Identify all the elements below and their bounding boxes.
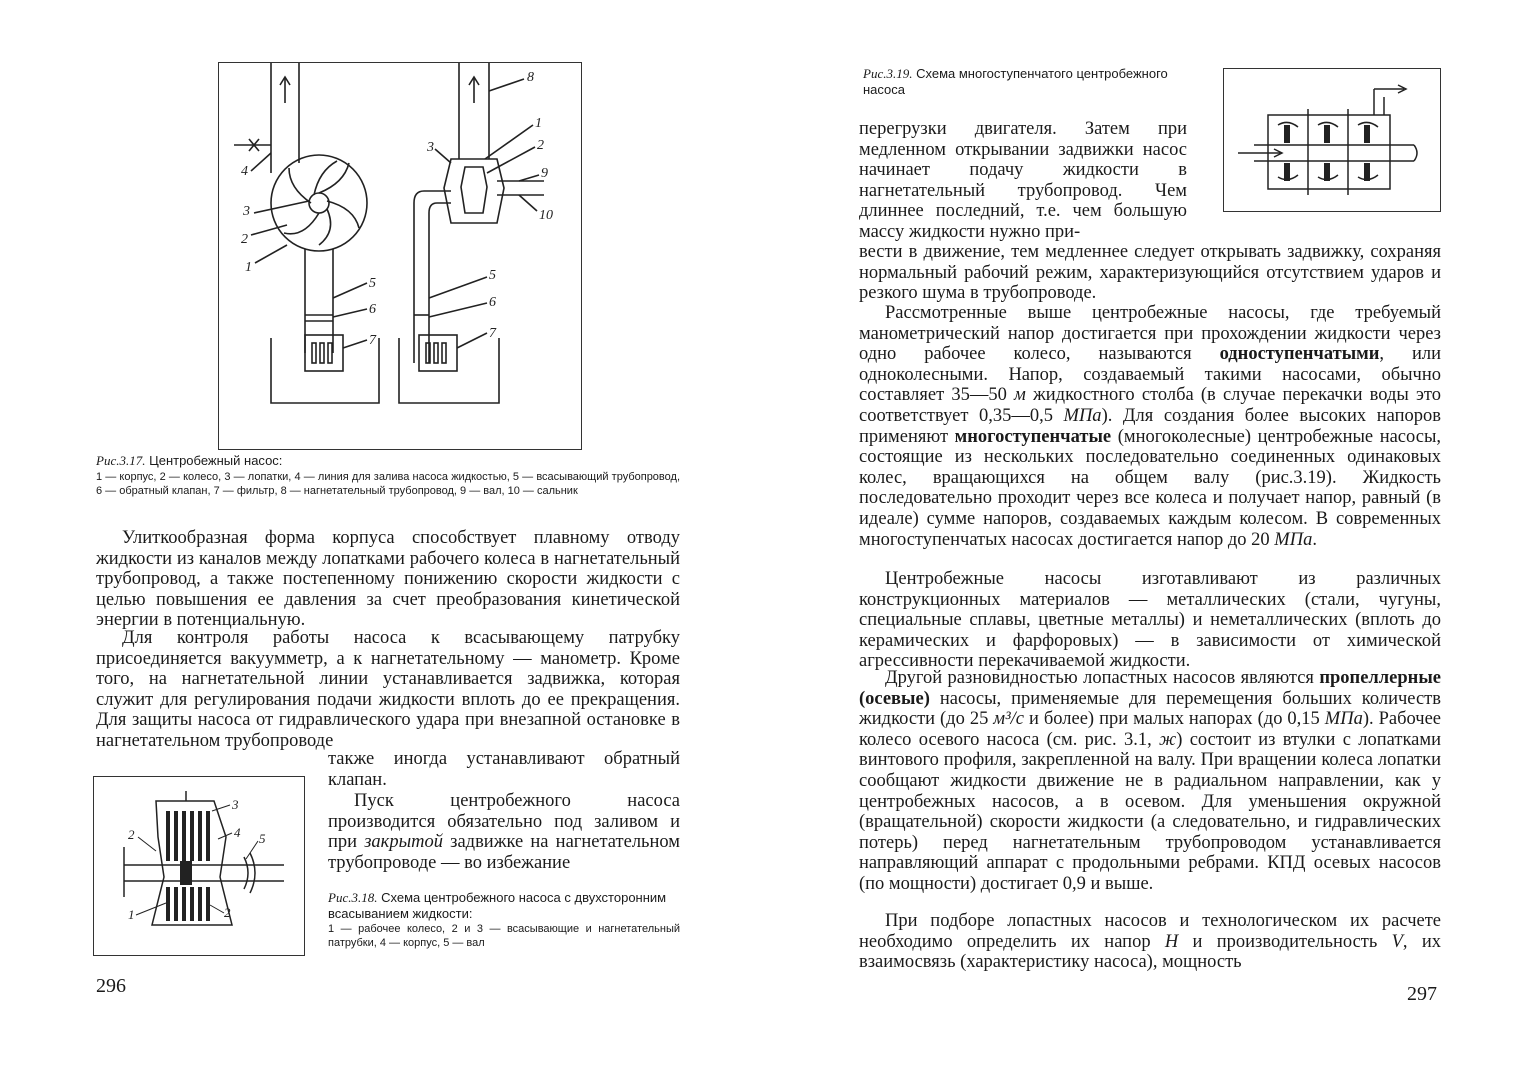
fig318-label-2b: 2 [224, 905, 231, 920]
right-paragraph-4-e: ) состоит из втулки с лопатками винтового профиля, закрепленной на валу. При вращении колеса лопатки сообщают жидкости движение не в радиальном направлении, как у центробежных насосов, а в осевом. Для уменьшения окружной (вращательной) скорости жидкости (а следовательно, и гидравлических потерь) перед нагнетательным трубопроводом устанавливается направляющий аппарат с продольными ребрами. КПД осевых насосов (по мощности) достигает 0,9 и выше. [859, 729, 1441, 894]
fig317-label-2b: 2 [537, 138, 544, 153]
figure-3-19-caption [863, 66, 1183, 98]
fig317-label-3a: 3 [243, 204, 250, 219]
right-paragraph-4-c: и более) при малых напорах (до 0,15 [1024, 709, 1325, 730]
figure-3-17-title: Центробежный насос: [149, 453, 283, 468]
left-paragraph-1: Улиткообразная форма корпуса способствует плавному отводу жидкости из каналов между лопатками рабочего колеса в нагнетательный трубопровод, а также постепенному понижению скорости жидкости с целью повышения ее давления за счет преобразования кинетической энергии в потенциальную. [96, 528, 680, 631]
figure-3-18 [93, 776, 305, 956]
fig317-label-7a: 7 [369, 333, 376, 348]
fig317-label-6b: 6 [489, 295, 496, 310]
fig317-label-1b: 1 [535, 116, 542, 131]
figure-3-18-legend: 1 — рабочее колесо, 2 и 3 — всасывающие и нагнетательный патрубки, 4 — корпус, 5 — вал [328, 923, 680, 949]
right-paragraph-2-bold-multi-stage: многоступенчатые [954, 426, 1112, 447]
figure-3-18-title: Схема центробежного насоса с двухсторонним всасыванием жидкости: [328, 890, 667, 921]
right-paragraph-1-tail: вести в движение, тем медленнее следует открывать задвижку, сохраняя нормальный рабочий режим, характеризующийся отсутствием ударов и резкого шума в трубопроводе. [859, 242, 1441, 304]
right-paragraph-2-e: (многоколесные) центробежные насосы, состоящие из нескольких последовательно соединенных одинаковых колес, вращающихся на общем валу (рис.3.19). Жидкость последовательно проходит через все колеса и получает напор, равный (в идеале) сумме напоров, создаваемых каждым колесом. В современных многоступенчатых насосах достигается напор до 20 [859, 426, 1441, 550]
right-paragraph-2-c: жидкостного столба (в случае перекачки воды это соответствует 0,35—0,5 [859, 385, 1441, 426]
right-paragraph-4-unit-flow: м³/с [993, 709, 1025, 730]
figure-3-18-number: Рис.3.18. [328, 890, 378, 905]
fig317-label-3b: 3 [427, 140, 434, 155]
fig318-label-4: 4 [234, 825, 241, 840]
fig317-label-5a: 5 [369, 276, 376, 291]
right-paragraph-4-b: насосы, применяемые для перемещения больших количеств жидкости (до 25 [859, 688, 1441, 730]
fig318-label-3: 3 [232, 797, 239, 812]
right-paragraph-4-unit-mpa: МПа [1324, 709, 1363, 730]
figure-3-18-drawing [94, 777, 304, 955]
right-paragraph-4-bold: пропеллерные (осевые) [859, 668, 1441, 709]
fig317-label-4a: 4 [241, 164, 248, 179]
right-paragraph-4-d: ). Рабочее колесо осевого насоса (см. рис. 3.1, [859, 709, 1441, 750]
left-paragraph-3-a: Пуск центробежного насоса производится обязательно под заливом и при [328, 791, 680, 853]
right-paragraph-4 [859, 668, 1441, 895]
right-paragraph-3: Центробежные насосы изготавливают из различных конструкционных материалов — металлических (стали, чугуны, специальные сплавы, цветные металлы) и неметаллических (вплоть до керамических и фарфоровых) — в зависимости от химической агрессивности перекачиваемой жидкости. [859, 569, 1441, 672]
figure-3-17-number: Рис.3.17. [96, 453, 146, 468]
page-number-left: 296 [96, 975, 126, 997]
right-paragraph-5-b: и производительность [1178, 931, 1392, 952]
fig318-label-5: 5 [259, 831, 266, 846]
right-paragraph-5-H: H [1164, 931, 1179, 952]
left-paragraph-2-tail: также иногда устанавливают обратный клапан. [328, 749, 680, 790]
right-paragraph-2 [859, 303, 1441, 550]
left-paragraph-3 [328, 791, 680, 873]
right-paragraph-2-unit-m: м [1014, 385, 1026, 406]
right-paragraph-2-b: , или одноколесными. Напор, создаваемый такими насосами, обычно составляет 35—50 [859, 344, 1441, 406]
right-page [767, 0, 1534, 1080]
fig318-label-2a: 2 [128, 827, 135, 842]
fig317-label-1a: 1 [245, 260, 252, 275]
right-paragraph-2-a: Рассмотренные выше центробежные насосы, где требуемый манометрический напор достигается при прохождении жидкости через одно рабочее колесо, называются [859, 303, 1441, 365]
right-paragraph-5 [859, 911, 1441, 973]
left-paragraph-3-italic: закрытой [364, 832, 443, 853]
fig317-label-9: 9 [541, 166, 548, 181]
right-paragraph-2-bold-single-stage: одноступенчатыми [1219, 344, 1380, 365]
fig317-label-2a: 2 [241, 232, 248, 247]
right-paragraph-4-a: Другой разновидностью лопастных насосов являются [885, 668, 1320, 688]
fig317-label-6a: 6 [369, 302, 376, 317]
figure-3-19 [1223, 68, 1441, 212]
right-paragraph-2-f: . [1312, 529, 1317, 550]
fig317-label-8: 8 [527, 70, 534, 85]
right-paragraph-5-V: V [1391, 931, 1403, 952]
figure-3-18-caption-title [328, 890, 680, 922]
right-paragraph-5-a: При подборе лопастных насосов и технологическом их расчете необходимо определить их напор [859, 911, 1441, 952]
figure-3-17-legend: 1 — корпус, 2 — колесо, 3 — лопатки, 4 — линия для залива насоса жидкостью, 5 — всасывающий трубопровод, 6 — обратный клапан, 7 — фильтр, 8 — нагнетательный трубопровод, 9 — вал, 10 — сальник [96, 471, 680, 497]
figure-3-17-caption-title [96, 453, 676, 469]
left-paragraph-2: Для контроля работы насоса к всасывающему патрубку присоединяется вакуумметр, а к нагнетательному — манометр. Кроме того, на нагнетательной линии устанавливается задвижка, которая служит для регулирования подачи жидкости вплоть до ее прекращения. Для защиты насоса от гидравлического удара при внезапной остановке в нагнетательном трубопроводе [96, 628, 680, 751]
figure-3-19-number: Рис.3.19. [863, 66, 913, 81]
right-paragraph-2-d: ). Для создания более высоких напоров применяют [859, 405, 1441, 447]
fig318-label-1: 1 [128, 907, 135, 922]
right-paragraph-4-ref: ж [1159, 729, 1177, 750]
left-paragraph-3-b: задвижке на нагнетательном трубопроводе — во избежание [328, 832, 680, 873]
right-paragraph-5-c: , их взаимосвязь (характеристику насоса), мощность [859, 931, 1441, 973]
figure-3-17-drawing [219, 63, 581, 449]
right-paragraph-2-unit-mpa-2: МПа [1274, 529, 1313, 550]
right-paragraph-2-unit-mpa-1: МПа [1063, 405, 1102, 426]
fig317-label-5b: 5 [489, 268, 496, 283]
fig317-label-7b: 7 [489, 326, 496, 341]
page-number-right: 297 [1407, 983, 1437, 1005]
figure-3-19-drawing [1224, 69, 1440, 211]
fig317-label-10: 10 [539, 208, 553, 223]
figure-3-17 [218, 62, 582, 450]
figure-3-19-title: Схема многоступенчатого центробежного насоса [863, 66, 1168, 97]
right-paragraph-1: перегрузки двигателя. Затем при медленном открывании задвижки насос начинает подачу жидкости в нагнетательный трубопровод. Чем длиннее последний, т.е. чем большую массу жидкости нужно при- [859, 119, 1187, 242]
